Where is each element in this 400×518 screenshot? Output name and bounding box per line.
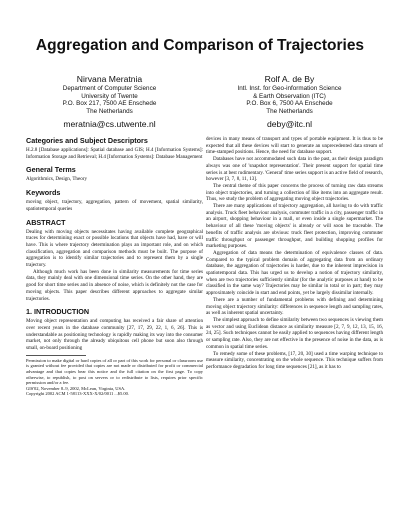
general-terms-text: Algorithmics, Design, Theory (26, 176, 88, 183)
author-affiliation-line: Intl. Inst. for Geo-information Science (237, 85, 342, 92)
body-paragraph: Aggregation of data means the determination of equivalence classes of data. Compared to the typical problem domain of aggregating data from an ordinary database, the aggregation of trajectories is harder, due to the inherent imprecision in spatiotemporal data. This has urged us to develop a notion of trajectory similarity, when are two trajectories sufficiently similar (for the analytic purposes at hand) to be classified in the same way? Trajectories may be similar in total or in part; they may approximately coincide in start and end points, yet be largely dissimilar internally. (206, 249, 383, 297)
author-block-1 (22, 74, 197, 129)
introduction-heading: 1. INTRODUCTION (26, 307, 90, 317)
keywords-heading: Keywords (26, 188, 61, 198)
categories-text: H.2.8 [Database applications]: Spatial database and GIS; H.4 [Information Systems]: Information Storage and Retrieval; H.4 [Information Systems]: Database Management (26, 147, 203, 160)
author-block-2 (202, 74, 377, 129)
author-affiliation-line: University of Twente (81, 92, 138, 100)
author-email[interactable]: deby@itc.nl (266, 118, 313, 129)
body-paragraph: The simplest approach to define similarity between two sequences is viewing them as vector and using Euclidean distance as similarity measure [2, 7, 9, 12, 13, 15, 16, 24, 25]. Such techniques cannot be easily applied to sequences having different length or sampling rate. Also, they are not effective in the presence of noise in the data, as is common in spatial time series. (206, 316, 383, 350)
author-name: Rolf A. de By (264, 74, 315, 84)
author-affiliation-line: P.O. Box 6, 7500 AA Enschede (246, 100, 333, 108)
categories-heading: Categories and Subject Descriptors (26, 136, 148, 145)
author-email[interactable]: meratnia@cs.utwente.nl (63, 118, 156, 129)
abstract-paragraph: Dealing with moving objects necessitates having available complete geographical traces for determining exact or possible locations that objects have had, have or will have. This is where trajectory determination plays an important role, and on which classification, aggregation and comparison methods must be built. The purpose of aggregation is to identify similar trajectories and to represent them by a single trajectory. (26, 228, 203, 269)
left-column (26, 136, 203, 397)
body-paragraph: Databases have not accommodated such data in the past, as their design paradigm always was one of 'snapshot representation'. Their present support for spatial time series is at best rudimentary. 'General' time series support is an active field of research, however [3, 7, 8, 11, 13]. (206, 156, 383, 183)
paper-title: Aggregation and Comparison of Trajectories (35, 37, 365, 54)
author-name: Nirvana Meratnia (76, 74, 143, 84)
permission-footnote: Permission to make digital or hard copies of all or part of this work for personal or classroom use is granted without fee provided that copies are not made or distributed for profit or commercial advantage and that copies bear this notice and the full citation on the first page. To copy otherwise, to republish, to post on servers or to redistribute to lists, requires prior specific permission and/or a fee. (26, 357, 203, 386)
author-affiliation-line: The Netherlands (266, 108, 313, 116)
body-paragraph: There are many applications of trajectory aggregation, all having to do with traffic analysis. Truck fleet behaviour analysis, commuter traffic in a city, passenger traffic in an airport, shopping behaviour in a mall, or even inside a single supermarket. The behaviour of all these 'moving objects' is already or will soon be traceable. The benefits of traffic analysis are obvious: truck fleet protection, improving commuter traffic throughput or passenger throughput, and building shopping profiles for marketing purposes. (206, 203, 383, 250)
keywords-text: moving object, trajectory, aggregation, pattern of movement, spatial similarity, spatiotemporal queries (26, 199, 203, 212)
introduction-paragraph: Moving object representation and computing has received a fair share of attention over recent years in the database community [27, 17, 29, 22, 1, 6, 26]. This is understandable as positioning technology is rapidly making its way into the consumer market, not only through the already ubiquitous cell phone but soon also through small, on-board positioning (26, 318, 203, 352)
body-paragraph: To remedy some of these problems, [17, 20, 30] used a time warping technique to measure similarity, concentrating on the whole sequence. This technique suffers from performance degradation for long time sequences [21], as it has to (206, 350, 383, 370)
author-affiliation-line: The Netherlands (86, 108, 133, 116)
author-affiliation-line: Department of Computer Science (62, 85, 157, 92)
right-column (206, 136, 383, 371)
author-affiliation-line: P.O. Box 217, 7500 AE Enschede (62, 100, 157, 108)
venue-footnote: GIS'02, November 8–9, 2002, McLean, Virginia, USA. (26, 385, 126, 391)
abstract-paragraph: Although much work has been done in similarity measurements for time series data, they mainly deal with one dimensional time series. On the other hand, they are good for short time series and in absence of noise, which is definitely not the case for moving objects. This paper describes different approaches to aggregate similar trajectories. (26, 268, 203, 302)
abstract-heading: ABSTRACT (26, 217, 66, 227)
body-paragraph: The central theme of this paper concerns the process of turning raw data streams into object trajectories, and turning a collection of like items into an aggregate result. Thus, we study the problem of aggregating moving object trajectories. (206, 182, 383, 203)
general-terms-heading: General Terms (26, 165, 76, 175)
footnote-divider (26, 355, 86, 356)
body-paragraph: devices in many means of transport and types of portable equipment. It is thus to be expected that all these devices will start to generate an unprecedented data stream of time-stamped positions. Hence, the need for database support. (206, 136, 383, 156)
copyright-footnote: Copyright 2002 ACM 1-58113-XXX-X/02/0011 ...$5.00. (26, 391, 130, 397)
body-paragraph: There are a number of fundamental problems with defining and determining moving object trajectory similarity: differences in sequence length and sampling rates, as well as inherent spatial uncertainty. (206, 296, 383, 317)
author-affiliation-line: & Earth Observation (ITC) (253, 92, 326, 100)
